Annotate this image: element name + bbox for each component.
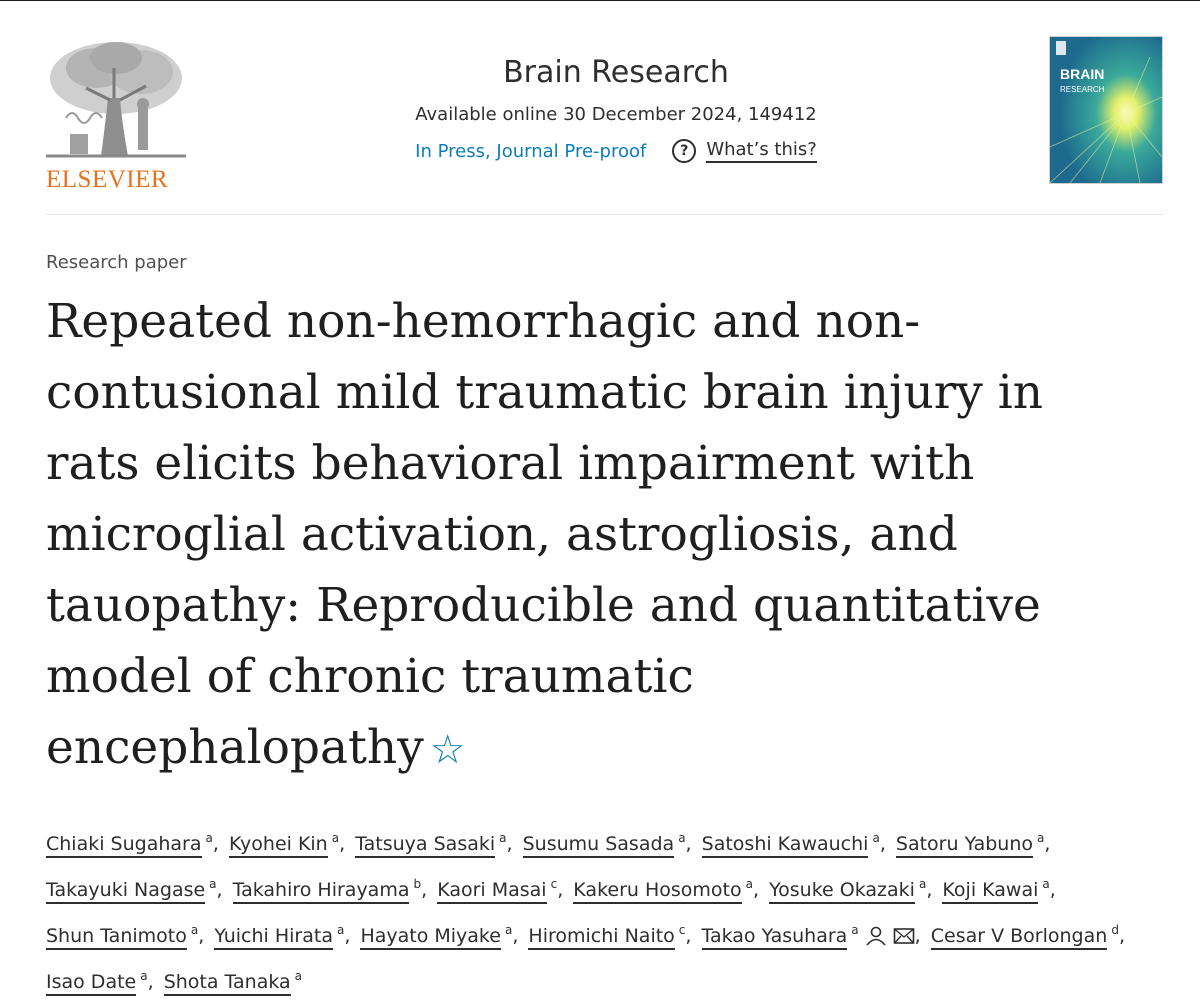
star-footnote-icon[interactable]: ☆ — [429, 727, 466, 773]
author-link[interactable] — [896, 833, 1044, 855]
whats-this-button[interactable] — [672, 139, 817, 163]
author-name: Hayato Miyake — [360, 925, 501, 950]
person-icon[interactable] — [865, 926, 887, 946]
title-line: microglial activation, astrogliosis, and — [46, 507, 958, 562]
author-link[interactable] — [46, 833, 213, 855]
author-name: Satoru Yabuno — [896, 833, 1033, 858]
author-name: Shota Tanaka — [164, 971, 291, 996]
author-separator: , — [212, 833, 225, 855]
elsevier-wordmark: ELSEVIER — [46, 166, 169, 193]
top-border — [0, 0, 1200, 8]
affiliation-marker: a — [209, 877, 217, 891]
affiliation-marker: a — [678, 831, 686, 845]
author-name: Kakeru Hosomoto — [573, 879, 741, 904]
author-link[interactable] — [702, 833, 880, 855]
author-link[interactable] — [46, 879, 217, 901]
author-name: Yosuke Okazaki — [769, 879, 915, 904]
cover-artwork — [1050, 37, 1162, 183]
affiliation-marker: a — [1042, 877, 1050, 891]
author-name: Shun Tanimoto — [46, 925, 187, 950]
elsevier-logo[interactable] — [46, 38, 186, 193]
author-name: Chiaki Sugahara — [46, 833, 202, 858]
author-name: Kyohei Kin — [229, 833, 328, 858]
author-link[interactable] — [931, 925, 1119, 947]
author-name: Yuichi Hirata — [214, 925, 333, 950]
question-circle-icon: ? — [672, 139, 696, 163]
author-name: Hiromichi Naito — [528, 925, 674, 950]
author-name: Satoshi Kawauchi — [702, 833, 869, 858]
author-link[interactable] — [214, 925, 344, 947]
affiliation-marker: a — [205, 831, 213, 845]
affiliation-marker: c — [678, 923, 686, 937]
author-separator: , — [344, 925, 357, 947]
article-title — [46, 286, 1146, 786]
author-separator: , — [685, 833, 698, 855]
author-name: Susumu Sasada — [523, 833, 675, 858]
title-line: contusional mild traumatic brain injury in — [46, 365, 1044, 420]
cover-title-line2: RESEARCH — [1060, 85, 1105, 94]
journal-info — [306, 55, 926, 163]
author-separator: , — [147, 971, 160, 993]
affiliation-marker: d — [1111, 923, 1119, 937]
author-separator: , — [752, 879, 766, 901]
affiliation-marker: c — [550, 877, 558, 891]
author-separator: , — [685, 925, 698, 947]
author-link[interactable] — [942, 879, 1049, 901]
author-separator: , — [914, 925, 927, 947]
author-link[interactable] — [702, 925, 915, 947]
author-link[interactable] — [46, 925, 198, 947]
author-name: Cesar V Borlongan — [931, 925, 1108, 950]
elsevier-tree-icon — [46, 38, 186, 162]
author-link[interactable] — [523, 833, 686, 855]
author-name: Takao Yasuhara — [702, 925, 848, 950]
in-press-link[interactable]: In Press, Journal Pre-proof — [415, 140, 647, 162]
title-line: Repeated non-hemorrhagic and non- — [46, 294, 921, 349]
author-link[interactable] — [46, 971, 148, 993]
author-link[interactable] — [769, 879, 926, 901]
author-link[interactable] — [528, 925, 685, 947]
author-name: Kaori Masai — [437, 879, 546, 904]
author-link[interactable] — [229, 833, 339, 855]
title-line: tauopathy: Reproducible and quantitative — [46, 578, 1041, 633]
affiliation-marker: a — [872, 831, 880, 845]
author-link[interactable] — [360, 925, 512, 947]
title-line: encephalopathy — [46, 720, 424, 775]
affiliation-marker: a — [1036, 831, 1045, 845]
affiliation-marker: a — [331, 831, 340, 845]
author-name: Takahiro Hirayama — [233, 879, 410, 904]
affiliation-marker: a — [504, 923, 513, 937]
author-separator: , — [1118, 925, 1125, 947]
author-name: Takayuki Nagase — [46, 879, 205, 904]
affiliation-marker: b — [413, 877, 422, 891]
author-separator: , — [198, 925, 211, 947]
article-header — [46, 30, 1164, 215]
author-link[interactable] — [573, 879, 753, 901]
author-separator: , — [506, 833, 519, 855]
author-separator: , — [1049, 879, 1056, 901]
available-online-text: Available online 30 December 2024, 149412 — [415, 104, 817, 125]
affiliation-marker: a — [190, 923, 199, 937]
whats-this-label: What’s this? — [706, 139, 817, 163]
envelope-icon[interactable] — [893, 926, 915, 946]
author-link[interactable] — [164, 971, 302, 993]
author-name: Tatsuya Sasaki — [355, 833, 495, 858]
author-separator: , — [512, 925, 525, 947]
title-line: rats elicits behavioral impairment with — [46, 436, 975, 491]
author-list — [46, 818, 1166, 1002]
author-separator: , — [557, 879, 570, 901]
author-link[interactable] — [233, 879, 421, 901]
author-separator: , — [216, 879, 229, 901]
journal-cover-image[interactable] — [1049, 36, 1163, 184]
affiliation-marker: a — [499, 831, 507, 845]
affiliation-marker: a — [851, 923, 859, 937]
author-separator: , — [879, 833, 892, 855]
affiliation-marker: a — [294, 969, 303, 983]
affiliation-marker: a — [745, 877, 753, 891]
cover-title-line1: BRAIN — [1060, 66, 1105, 82]
status-row — [306, 139, 926, 163]
author-separator: , — [339, 833, 352, 855]
journal-title-link[interactable]: Brain Research — [503, 55, 729, 90]
author-name: Koji Kawai — [942, 879, 1038, 904]
author-separator: , — [1044, 833, 1051, 855]
affiliation-marker: a — [918, 877, 927, 891]
title-line: model of chronic traumatic — [46, 649, 694, 704]
author-separator: , — [926, 879, 939, 901]
author-link[interactable] — [355, 833, 506, 855]
author-name: Isao Date — [46, 971, 136, 996]
affiliation-marker: a — [140, 969, 148, 983]
article-type-label: Research paper — [46, 252, 187, 273]
author-separator: , — [421, 879, 434, 901]
affiliation-marker: a — [336, 923, 345, 937]
author-link[interactable] — [437, 879, 557, 901]
